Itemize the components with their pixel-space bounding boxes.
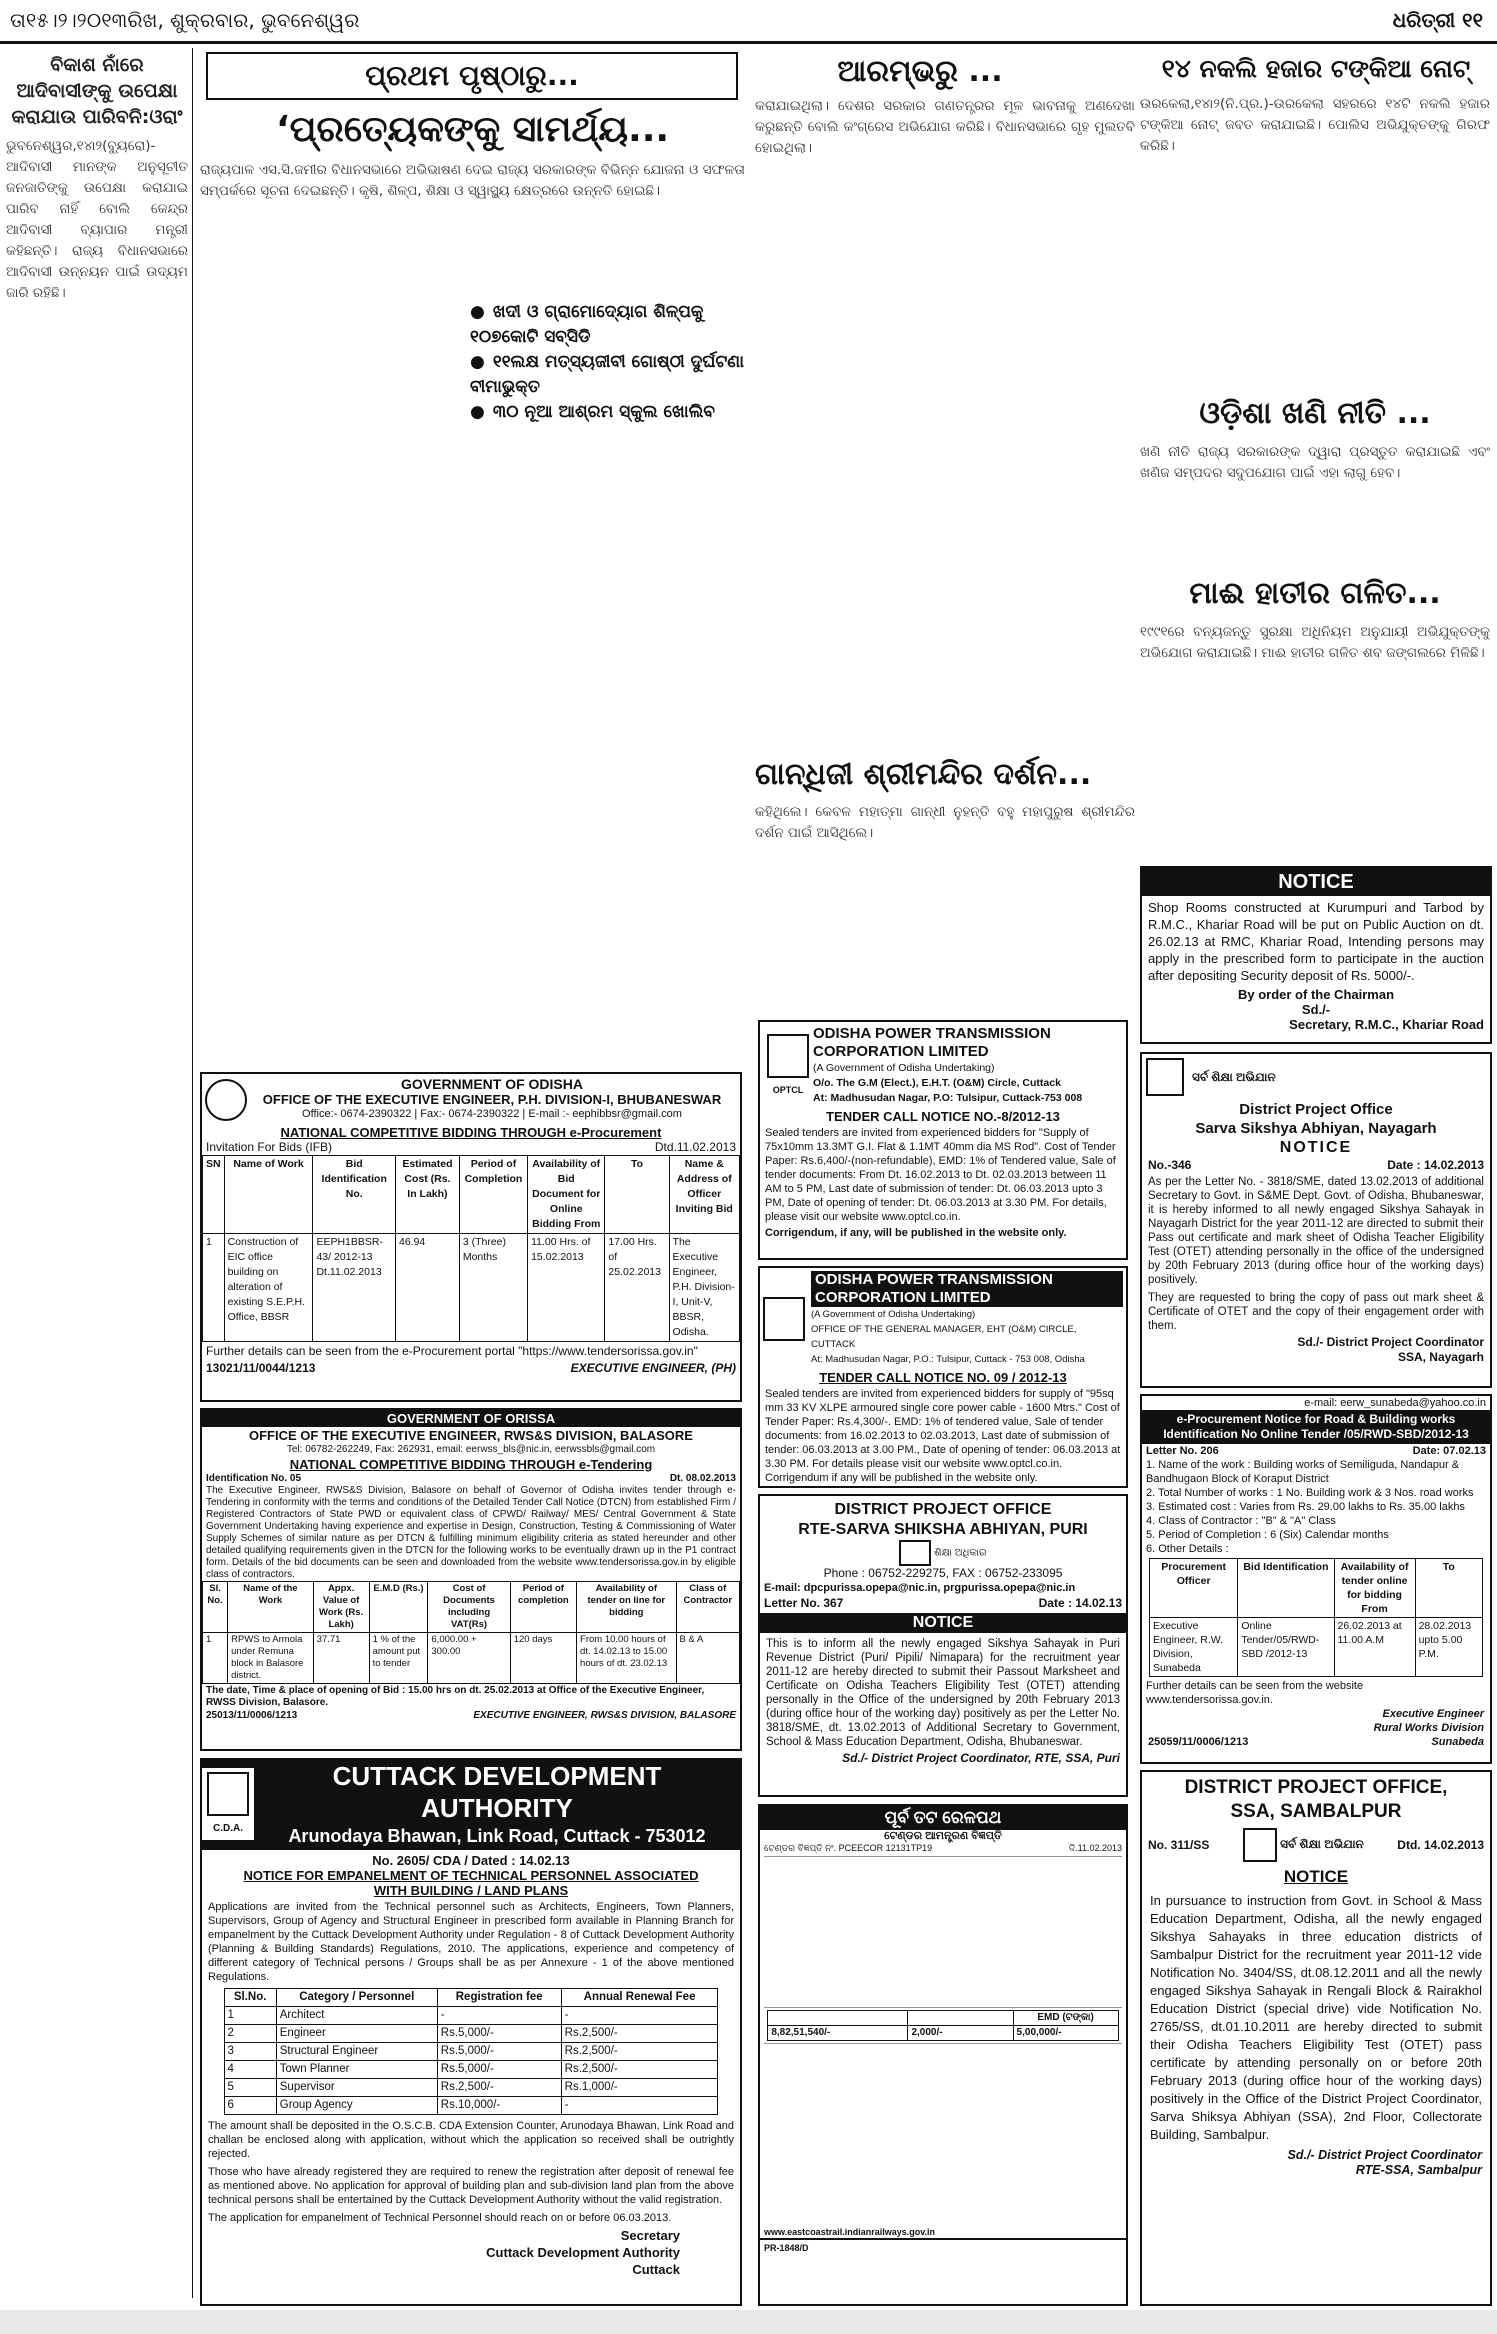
rwss-balasore-ad: [200, 1408, 742, 1751]
sunabeda-date: Date: 07.02.13: [1412, 1445, 1486, 1457]
cda-table: [224, 1988, 719, 2115]
table-row: [224, 2097, 718, 2115]
rws-h3: E.M.D (Rs.): [369, 1582, 428, 1633]
cda-r3c1: Town Planner: [276, 2061, 437, 2079]
sunabeda-title: e-Procurement Notice for Road & Building works Identification No Online Tender /05/RWD-SBD/2012-13: [1142, 1410, 1490, 1444]
left-column: [6, 52, 188, 2302]
nayagarh-sign2: SSA, Nayagarh: [1397, 1350, 1484, 1364]
rws-h0: Sl. No.: [203, 1582, 228, 1633]
cda-h2: Registration fee: [437, 1989, 561, 2007]
rws-c4: 6,000.00 + 300.00: [428, 1633, 510, 1684]
notes-title: ୧୪ ନକଲି ହଜାର ଟଙ୍କିଆ ନୋଟ୍: [1161, 54, 1471, 83]
puri-logo: [760, 1540, 1126, 1566]
ph-ref: 13021/11/0044/1213: [206, 1361, 316, 1375]
notes-body: ଉରକେଲା,୧୪ା୨(ନି.ପ୍ର.)-ଉରକେଲା ସହରରେ ୧୪ଟି ନକଲି ହଜାର ଟଙ୍କିଆ ନୋଟ୍ ଜବତ କରାଯାଇଛି। ପୋଲିସ ଅଭିଯୁକ୍ତଙ୍କୁ ଗିରଫ କରିଛି।: [1140, 96, 1490, 154]
cda-r4c0: 5: [224, 2079, 276, 2097]
table-row: [768, 2026, 1118, 2041]
page-label: ଧରିତ୍ରୀ ୧୧: [1392, 8, 1483, 32]
rws-org2: OFFICE OF THE EXECUTIVE ENGINEER, RWS&S DIVISION, BALASORE: [249, 1428, 693, 1443]
ssa-logo-icon: [1243, 1828, 1277, 1862]
sb-h2: Availability of tender online for bidding From: [1334, 1559, 1415, 1618]
puri-notice: NOTICE: [760, 1613, 1126, 1633]
nayagarh-logo-text: ସର୍ବ ଶିକ୍ଷା ଅଭିଯାନ: [1192, 1069, 1276, 1084]
left-body: ଭୁବନେଶ୍ୱର,୧୪ା୨(ବ୍ୟୁରୋ)- ଆଦିବାସୀ ମାନଙ୍କ ଅନୁସୂଚୀତ ଜନଜାତିଙ୍କୁ ଉପେକ୍ଷା କରାଯାଇ ପାରିବ ନାହିଁ ବୋଲି କେନ୍ଦ୍ର ଆଦିବାସୀ ବ୍ୟାପାର ମନ୍ତ୍ରୀ କହିଛନ୍ତି। ରାଜ୍ୟ ବିଧାନସଭାରେ ଆଦିବାସୀ ଉନ୍ନୟନ ପାଇଁ ଉଦ୍ୟମ ଜାରି ରହିଛି।: [6, 138, 188, 301]
sb-h1: Bid Identification: [1238, 1559, 1334, 1618]
ph-h7: Name & Address of Officer Inviting Bid: [669, 1156, 739, 1234]
rail-title: ପୂର୍ବ ତଟ ରେଳପଥ: [760, 1806, 1126, 1830]
ph-division-ad: [200, 1072, 742, 1402]
rws-h1: Name of the Work: [228, 1582, 314, 1633]
optcl-logo-icon: [767, 1034, 809, 1078]
nayagarh-no: No.-346: [1148, 1158, 1192, 1172]
cda-sign3: Cuttack: [632, 2262, 680, 2277]
rws-dt: Dt. 08.02.2013: [669, 1473, 736, 1484]
column-divider: [192, 48, 193, 2298]
left-headline: ବିକାଶ ନାଁରେ ଆଦିବାସୀଙ୍କୁ ଉପେକ୍ଷା କରାଯାଉ ପାରିବନି:ଓରାଂ: [11, 54, 183, 128]
rws-h7: Class of Contractor: [676, 1582, 739, 1633]
sambalpur-no: No. 311/SS: [1148, 1837, 1210, 1852]
optcl1-title1: ODISHA POWER TRANSMISSION: [813, 1025, 1051, 1042]
puri-email: E-mail: dpcpurissa.opepa@nic.in, prgpurissa.opepa@nic.in: [764, 1582, 1076, 1594]
bullet-2: ● ୧୧ଲକ୍ଷ ମତ୍ସ୍ୟଜୀବୀ ଗୋଷ୍ଠୀ ଦୁର୍ଘଟଣା ବୀମାଭୁକ୍ତ: [470, 350, 745, 400]
rail-details-block: [764, 2043, 1122, 2224]
cda-r1c0: 2: [224, 2025, 276, 2043]
ph-c1: Construction of EIC office building on alteration of existing S.E.P.H. Office, BBSR: [224, 1234, 313, 1342]
rws-h2: Appx. Value of Work (Rs. Lakh): [313, 1582, 369, 1633]
rws-c0: 1: [203, 1633, 228, 1684]
page-header: [0, 0, 1497, 44]
cda-r0c1: Architect: [276, 2007, 437, 2025]
page-footer-strip: [0, 2310, 1497, 2334]
cda-logo-icon: [207, 1772, 249, 1816]
ph-sign: EXECUTIVE ENGINEER, (PH): [570, 1361, 736, 1375]
sunabeda-item-1: 2. Total Number of works : 1 No. Building work & 3 Nos. road works: [1146, 1487, 1474, 1499]
rail-site: www.eastcoastrail.indianrailways.gov.in: [764, 2227, 936, 2237]
ph-h1: Name of Work: [224, 1156, 313, 1234]
rws-body: The Executive Engineer, RWS&S Division, Balasore on behalf of Governor of Odisha invites tender through e-Tendering in conformity with the terms and conditions of the Detailed Tender Call Notice (DTCN) from established Firm / Registered Contractors of State PWD or equivalent class of CPWD/ Railway/ MES/ Central Government & State Government Undertaking having experience and expertise in Design, Construction, Testing & Commissioning of Water Supply Schemes of similar nature as per DTCN & fulfilling minimum eligibility criteria as stated hereunder and other detailed qualifying requirements given in the DTCN for the following works to be eventually drawn up in the P1 contract form. Details of the bid documents can be seen and downloaded from the website www.tendersorissa.gov.in by eligible class of contractors.: [206, 1485, 736, 1580]
nayagarh-title1: District Project Office: [1239, 1101, 1393, 1118]
gandhiji-body: କହିଥିଲେ। କେବଳ ମହାତ୍ମା ଗାନ୍ଧୀ ନୁହନ୍ତି ବହୁ ମହାପୁରୁଷ ଶ୍ରୀମନ୍ଦିର ଦର୍ଶନ ପାଇଁ ଆସିଥିଲେ।: [755, 804, 1135, 841]
rail-body-block: [764, 1856, 1122, 2008]
rail-tender: ଟେଣ୍ଡର ବିଜ୍ଞପ୍ତି ନଂ. PCEECOR 12131TP19: [764, 1843, 933, 1853]
cda-logo-label: C.D.A.: [213, 1823, 243, 1834]
cda-r2c2: Rs.5,000/-: [437, 2043, 561, 2061]
cda-r4c2: Rs.2,500/-: [437, 2079, 561, 2097]
cda-r3c3: Rs.2,500/-: [561, 2061, 718, 2079]
cda-r5c2: Rs.10,000/-: [437, 2097, 561, 2115]
puri-date: Date : 14.02.13: [1038, 1596, 1122, 1610]
front-ref-story-title: ‘ପ୍ରତ୍ୟେକଙ୍କୁ ସାମର୍ଥ୍ୟ...: [275, 109, 670, 150]
table-row: [224, 2079, 718, 2097]
rail-cell-blank-2: [908, 2011, 1013, 2026]
table-row: [203, 1234, 740, 1342]
rmc-body: Shop Rooms constructed at Kurumpuri and Tarbod by R.M.C., Khariar Road will be put on Public Auction on dt. 26.02.13 at RMC, Khariar Road, Intending persons may apply in the prescribed form to participate in the auction after depositing Security deposit of Rs. 5000/-.: [1148, 900, 1484, 983]
optcl2-tender-no: TENDER CALL NOTICE NO. 09 / 2012-13: [819, 1370, 1067, 1385]
cda-r2c1: Structural Engineer: [276, 2043, 437, 2061]
optcl1-corr: Corrigendum, if any, will be published in the website only.: [765, 1227, 1067, 1239]
cda-r3c2: Rs.5,000/-: [437, 2061, 561, 2079]
sunabeda-ref: 25059/11/0006/1213: [1148, 1736, 1249, 1748]
sambalpur-dtd: Dtd. 14.02.2013: [1397, 1837, 1484, 1852]
front-ref-body: ରାଜ୍ୟପାଳ ଏସ.ସି.ଜମୀର ବିଧାନସଭାରେ ଅଭିଭାଷଣ ଦେଇ ରାଜ୍ୟ ସରକାରଙ୍କ ବିଭିନ୍ନ ଯୋଜନା ଓ ସଫଳତା ସମ୍ପର୍କରେ ସୂଚନା ଦେଇଛନ୍ତି। କୃଷି, ଶିଳ୍ପ, ଶିକ୍ଷା ଓ ସ୍ୱାସ୍ଥ୍ୟ କ୍ଷେତ୍ରରେ ଉନ୍ନତି ହୋଇଛି।: [200, 162, 745, 199]
nayagarh-date: Date : 14.02.2013: [1387, 1158, 1484, 1172]
cda-r1c2: Rs.5,000/-: [437, 2025, 561, 2043]
rmc-order: By order of the Chairman: [1237, 987, 1395, 1002]
nayagarh-notice: NOTICE: [1279, 1139, 1353, 1156]
cda-body: Applications are invited from the Technical personnel such as Architects, Engineers, Town Planners, Supervisors, Group of Agency and Structural Engineer in prescribed form available in Planning Branch for empanelment by the Cuttack Development Authority under Regulation - 8 of Cuttack Development Authority (Planning & Building Standards) Regulations, 2010. The applications, experience and competency of different category of Technical persons / Groups shall be as per Annexure - 1 of the above mentioned Regulations.: [208, 1901, 734, 1983]
rail-amt3: 5,00,000/-: [1013, 2026, 1118, 2041]
ph-h0: SN: [203, 1156, 225, 1234]
cda-r2c3: Rs.2,500/-: [561, 2043, 718, 2061]
sb-h0: Procurement Officer: [1149, 1559, 1237, 1618]
arambha-title: ଆରମ୍ଭରୁ ...: [837, 54, 1003, 89]
cda-r4c3: Rs.1,000/-: [561, 2079, 718, 2097]
sunabeda-sign1: Executive Engineer: [1382, 1708, 1484, 1720]
sb-h3: To: [1415, 1559, 1482, 1618]
rws-c7: B & A: [676, 1633, 739, 1684]
cda-note1: The amount shall be deposited in the O.S.C.B. CDA Extension Counter, Arunodaya Bhawan, Link Road and challan be enclosed along with application, without which the application so received shall be outrightly rejected.: [208, 2120, 734, 2160]
ph-contact: Office:- 0674-2390322 | Fax:- 0674-2390322 | E-mail :- eephibbsr@gmail.com: [302, 1108, 682, 1120]
sambalpur-notice: NOTICE: [1283, 1867, 1349, 1886]
cda-ad: [200, 1758, 742, 2306]
rws-org1: GOVERNMENT OF ORISSA: [202, 1410, 740, 1427]
rail-dt: ଦି.11.02.2013: [1068, 1843, 1122, 1853]
rail-amt1: 8,82,51,540/-: [768, 2026, 908, 2041]
table-row: [224, 2025, 718, 2043]
table-row: [224, 2007, 718, 2025]
rws-title: NATIONAL COMPETITIVE BIDDING THROUGH e-Tendering: [289, 1457, 653, 1472]
rws-sign: EXECUTIVE ENGINEER, RWS&S DIVISION, BALASORE: [473, 1710, 736, 1721]
puri-ssa-ad: [758, 1494, 1128, 1797]
cda-r5c1: Group Agency: [276, 2097, 437, 2115]
optcl2-sub: (A Government of Odisha Undertaking): [811, 1309, 976, 1320]
mines-title: ଓଡ଼ିଶା ଖଣି ନୀତି ...: [1199, 396, 1431, 431]
rws-c3: 1 % of the amount put to tender: [369, 1633, 428, 1684]
optcl2-office: OFFICE OF THE GENERAL MANAGER, EHT (O&M) CIRCLE, CUTTACK: [811, 1324, 1077, 1350]
cda-title: CUTTACK DEVELOPMENT AUTHORITY: [332, 1761, 662, 1823]
sambalpur-ad: [1140, 1770, 1492, 2306]
ph-h4: Period of Completion: [459, 1156, 527, 1234]
ph-org1: GOVERNMENT OF ODISHA: [400, 1076, 583, 1092]
optcl2-title2: CORPORATION LIMITED: [811, 1289, 1123, 1307]
rws-contact: Tel: 06782-262249, Fax: 262931, email: eerwss_bls@nic.in, eerwssbls@gmail.com: [286, 1444, 656, 1455]
cda-r0c3: -: [561, 2007, 718, 2025]
cda-note3: The application for empanelment of Technical Personnel should reach on or before 06.03.2013.: [208, 2212, 672, 2224]
sb-c3: 28.02.2013 upto 5.00 P.M.: [1415, 1618, 1482, 1677]
ph-c0: 1: [203, 1234, 225, 1342]
sunabeda-sign3: Sunabeda: [1431, 1736, 1484, 1748]
cda-r4c1: Supervisor: [276, 2079, 437, 2097]
sb-c0: Executive Engineer, R.W. Division, Sunabeda: [1149, 1618, 1237, 1677]
optcl2-sign: [760, 1487, 1126, 1488]
puri-title1: DISTRICT PROJECT OFFICE: [834, 1501, 1052, 1518]
sunabeda-item-3: 4. Class of Contractor : "B" & "A" Class: [1146, 1515, 1336, 1527]
rws-c2: 37.71: [313, 1633, 369, 1684]
cda-note2: Those who have already registered they are required to renew the registration after deposit of renewal fee as mentioned above. No application for approval of building plan and sub-division land plan from the above technical persons shall be entertained by the Cuttack Development Authority without the valid registration.: [208, 2166, 734, 2206]
table-row: [224, 2043, 718, 2061]
optcl-logo-label: OPTCL: [772, 1084, 804, 1095]
optcl2-body: Sealed tenders are invited from experienced bidders for supply of "95sq mm 33 KV XLPE armoured single core power cable - 1600 Mtrs." Cost of Tender Paper: Rs.4,300/-. EMD: 1% of tendered value, Sale of tender documents: from 16.02.2013 to 02.03.2013, Last date of submission of tender: 06.03.2013 at 3.00 PM., Date of opening of tender: 06.03.2013 at 3.30 PM. For details please visit our website www.optcl.co.in. Corrigendum if any will be published in the website only.: [765, 1388, 1121, 1484]
optcl1-title2: CORPORATION LIMITED: [813, 1043, 989, 1060]
sunabeda-ad: [1140, 1394, 1492, 1764]
notice-rmc-ad: [1140, 866, 1492, 1044]
mines-body: ଖଣି ନୀତି ରାଜ୍ୟ ସରକାରଙ୍କ ଦ୍ୱାରା ପ୍ରସ୍ତୁତ କରାଯାଇଛି ଏବଂ ଖଣିଜ ସମ୍ପଦର ସଦୁପଯୋଗ ପାଇଁ ଏହା ଲାଗୁ ହେବ।: [1140, 444, 1490, 481]
nayagarh-title2: Sarva Sikshya Abhiyan, Nayagarh: [1195, 1120, 1437, 1137]
rws-h5: Period of completion: [510, 1582, 576, 1633]
ph-further: Further details can be seen from the e-Procurement portal "https://www.tendersorissa.gov.in": [206, 1344, 698, 1358]
optcl1-tender-no: TENDER CALL NOTICE NO.-8/2012-13: [826, 1109, 1060, 1124]
optcl1-body: Sealed tenders are invited from experienced bidders for "Supply of 75x10mm 13.3MT G.I. Flat & 1.1MT 40mm dia MS Rod". Cost of Tender Paper: Rs.6,400/-(non-refundable), EMD: 1% of Tendered value, Sale of tender documents: From Dt. 16.02.2013 to Dt. 02.03.2013 between 11 AM to 5 PM, Last date of submission of tender: Dt. 06.03.2013 upto 3 PM, Date of opening of tender: Dt. 06.03.2013 at 3.30 PM. For details, please visit our website www.optcl.co.in.: [765, 1127, 1116, 1223]
rail-cell-blank: [768, 2011, 908, 2026]
cda-sign2: Cuttack Development Authority: [486, 2245, 680, 2260]
ph-title: NATIONAL COMPETITIVE BIDDING THROUGH e-Procurement: [280, 1125, 662, 1140]
cda-no: No. 2605/ CDA / Dated : 14.02.13: [372, 1853, 570, 1868]
ph-c4: 3 (Three) Months: [459, 1234, 527, 1342]
gandhiji-title: ଗାନ୍ଧିଜୀ ଶ୍ରୀମନ୍ଦିର ଦର୍ଶନ...: [755, 757, 1092, 792]
table-row: [224, 2061, 718, 2079]
front-ref-title: ପ୍ରଥମ ପୃଷ୍ଠାରୁ...: [206, 52, 738, 100]
mai-body: ୧୯୯୧ରେ ବନ୍ୟଜନ୍ତୁ ସୁରକ୍ଷା ଅଧିନିୟମ ଅନୁଯାୟୀ ଅଭିଯୁକ୍ତଙ୍କୁ ଅଭିଯୋଗ କରାଯାଇଛି। ମାଈ ହାତୀର ଗଳିତ ଶବ ଜଙ୍ଗଲରେ ମିଳିଛି।: [1140, 624, 1490, 661]
optcl1-addr: At: Madhusudan Nagar, P.O: Tulsipur, Cuttack-753 008: [813, 1092, 1083, 1104]
cda-h1: Category / Personnel: [276, 1989, 437, 2007]
ph-c6: 17.00 Hrs. of 25.02.2013: [605, 1234, 669, 1342]
sunabeda-email: e-mail: eerw_sunabeda@yahoo.co.in: [1304, 1397, 1486, 1409]
cda-r0c2: -: [437, 2007, 561, 2025]
puri-letter: Letter No. 367: [764, 1596, 844, 1610]
table-row: [1149, 1618, 1482, 1677]
cda-h3: Annual Renewal Fee: [561, 1989, 718, 2007]
ph-h6: To: [605, 1156, 669, 1234]
rws-ident: Identification No. 05: [206, 1473, 302, 1484]
rail-sub: ଟେଣ୍ଡର ଆମନ୍ତ୍ରଣ ବିଜ୍ଞପ୍ତି: [884, 1830, 1002, 1842]
ph-c7: The Executive Engineer, P.H. Division-I, Unit-V, BBSR, Odisha.: [669, 1234, 739, 1342]
nayagarh-ssa-ad: [1140, 1052, 1492, 1388]
cda-h0: Sl.No.: [224, 1989, 276, 2007]
odisha-emblem-icon: [205, 1079, 247, 1121]
nayagarh-body2: They are requested to bring the copy of pass out mark sheet & Certificate of OTET and the copy of their engagement order with them.: [1148, 1292, 1484, 1332]
ph-c2: EEPH1BBSR-43/ 2012-13 Dt.11.02.2013: [313, 1234, 396, 1342]
rws-h6: Availability of tender on line for bidding: [577, 1582, 677, 1633]
sambalpur-title1: DISTRICT PROJECT OFFICE,: [1184, 1777, 1448, 1798]
rmc-sd: Sd./-: [1301, 1002, 1331, 1017]
rmc-heading: NOTICE: [1142, 868, 1490, 896]
puri-title2: RTE-SARVA SHIKSHA ABHIYAN, PURI: [798, 1521, 1088, 1538]
cda-r0c0: 1: [224, 2007, 276, 2025]
sunabeda-item-4: 5. Period of Completion : 6 (Six) Calendar months: [1146, 1529, 1389, 1541]
nayagarh-body: As per the Letter No. - 3818/SME, dated 13.02.2013 of additional Secretary to Govt. in S&ME Dept. Govt. of Odisha, Bhubaneswar, it is hereby informed to all newly engaged Sikshya Sahayak in Nayagarh District for the year 2011-12 are directed to submit their Pass out certificate and mark sheet of Odisha Teacher Eligibility Test (OTET) attending personally in the office of the undersigned by 20th February 2013 (during office hour of the working days) positively.: [1148, 1176, 1484, 1286]
cda-r2c0: 3: [224, 2043, 276, 2061]
rail-table: [767, 2010, 1118, 2041]
ph-h5: Availability of Bid Document for Online Bidding From: [528, 1156, 605, 1234]
puri-phone: Phone : 06752-229275, FAX : 06752-233095: [823, 1566, 1063, 1580]
sunabeda-item-5: 6. Other Details :: [1146, 1543, 1229, 1555]
cda-sign1: Secretary: [620, 2228, 680, 2243]
ph-table: [202, 1155, 740, 1342]
optcl1-office: O/o. The G.M (Elect.), E.H.T. (O&M) Circle, Cuttack: [813, 1077, 1061, 1089]
sunabeda-table: [1149, 1558, 1483, 1677]
sambalpur-sign1: Sd./- District Project Coordinator: [1287, 2148, 1482, 2162]
cda-r5c0: 6: [224, 2097, 276, 2115]
bullet-3: ● ୩୦ ନୂଆ ଆଶ୍ରମ ସ୍କୁଲ ଖୋଲିବ: [470, 400, 745, 425]
rail-amt2: 2,000/-: [908, 2026, 1013, 2041]
rws-h4: Cost of Documents including VAT(Rs): [428, 1582, 510, 1633]
nayagarh-sign1: Sd./- District Project Coordinator: [1297, 1335, 1484, 1349]
sambalpur-body: In pursuance to instruction from Govt. in School & Mass Education Department, Odisha, all the newly engaged Sikshya Sahayaks in three education districts of Sambalpur District for the recruitment year 2011-12 vide Notification No. 3404/SS, dt.08.12.2011 and all the newly engaged Sikshya Sahayak in Rengali Block & Rairakhol Education District (special drive) vide Notification No. 2765/SS, dt.01.10.2011 are hereby directed to submit their Odisha Teachers Eligibility Test (OTET) pass certificate by attending personally on or before 20th February 2013 (during office hour of the working days) positively in the Office of the District Project Coordinator, Sarva Shiksya Abhiyan (SSA), 2nd Floor, Collectorate Building, Sambalpur.: [1150, 1893, 1482, 2142]
sambalpur-logo-text: ସର୍ବ ଶିକ୍ଷା ଅଭିଯାନ: [1280, 1837, 1364, 1852]
puri-sign: Sd./- District Project Coordinator, RTE, SSA, Puri: [842, 1751, 1120, 1765]
sunabeda-sign2: Rural Works Division: [1373, 1722, 1484, 1734]
optcl-ad-1: [758, 1020, 1128, 1260]
cda-addr: Arunodaya Bhawan, Link Road, Cuttack - 753012: [288, 1826, 706, 1846]
ph-h3: Estimated Cost (Rs. In Lakh): [395, 1156, 459, 1234]
optcl1-sub: (A Government of Odisha Undertaking): [813, 1062, 995, 1074]
arambha-body: କରାଯାଇଥିଲା। ଦେଶର ସରକାର ଗଣତନ୍ତ୍ରର ମୂଳ ଭାବନାକୁ ଅଣଦେଖା କରୁଛନ୍ତି ବୋଲି କଂଗ୍ରେସ ଅଭିଯୋଗ କରିଛି। ବିଧାନସଭାରେ ଗୃହ ମୁଲତବି ହୋଇଥିଲା।: [755, 98, 1135, 156]
sb-c2: 26.02.2013 at 11.00 A.M: [1334, 1618, 1415, 1677]
sambalpur-logo: [1243, 1828, 1364, 1862]
bullet-1: ● ଖଦୀ ଓ ଗ୍ରାମୋଦ୍ୟୋଗ ଶିଳ୍ପକୁ ୧୦୭କୋଟି ସବ୍‌ସିଡି: [470, 300, 745, 350]
sunabeda-further: Further details can be seen from the website www.tendersorissa.gov.in.: [1146, 1680, 1364, 1706]
table-row: [203, 1633, 740, 1684]
mai-title: ମାଈ ହାତୀର ଗଳିତ...: [1189, 576, 1441, 611]
sambalpur-title2: SSA, SAMBALPUR: [1230, 1801, 1402, 1822]
rmc-sign: Secretary, R.M.C., Khariar Road: [1289, 1017, 1484, 1032]
optcl2-addr: At: Madhusudan Nagar, P.O.: Tulsipur, Cuttack - 753 008, Odisha: [811, 1354, 1085, 1365]
ph-org2: OFFICE OF THE EXECUTIVE ENGINEER, P.H. DIVISION-I, BHUBANESWAR: [262, 1092, 722, 1107]
sb-c1: Online Tender/05/RWD-SBD /2012-13: [1238, 1618, 1334, 1677]
ph-h2: Bid Identification No.: [313, 1156, 396, 1234]
ph-ifb: Invitation For Bids (IFB): [206, 1140, 333, 1154]
cda-r1c3: Rs.2,500/-: [561, 2025, 718, 2043]
ph-c5: 11.00 Hrs. of 15.02.2013: [528, 1234, 605, 1342]
rail-emd: EMD (ଟଙ୍କା): [1013, 2011, 1118, 2026]
optcl-ad-2: [758, 1266, 1128, 1488]
ph-c3: 46.94: [395, 1234, 459, 1342]
sunabeda-item-0: 1. Name of the work : Building works of Semiliguda, Nandapur & Bandhugaon Block of Koraput District: [1146, 1459, 1460, 1485]
cda-logo: [202, 1768, 254, 1840]
rws-ref: 25013/11/0006/1213: [206, 1710, 298, 1721]
ph-dtd: Dtd.11.02.2013: [654, 1140, 736, 1154]
rws-c6: From 10.00 hours of dt. 14.02.13 to 15.00 hours of dt. 23.02.13: [577, 1633, 677, 1684]
rws-c1: RPWS to Armola under Remuna block in Balasore district.: [228, 1633, 314, 1684]
rws-c5: 120 days: [510, 1633, 576, 1684]
cda-r1c1: Engineer: [276, 2025, 437, 2043]
railway-ad: [758, 1804, 1128, 2306]
rail-footer: PR-1848/D: [760, 2238, 1126, 2256]
optcl2-logo-icon: [763, 1297, 805, 1341]
front-ref-bullets: [470, 300, 745, 450]
date-line: ତା୧୫।୨।୨୦୧୩ରିଖ, ଶୁକ୍ରବାର, ଭୁବନେଶ୍ୱର: [10, 8, 360, 32]
ssa-logo-icon: [1146, 1058, 1184, 1096]
cda-r3c0: 4: [224, 2061, 276, 2079]
school-logo-icon: [899, 1540, 931, 1566]
puri-body: This is to inform all the newly engaged Sikshya Sahayak in Puri Revenue District (Puri/ Pipili/ Nimapara) for the recruitment year 2011-12 are hereby directed to submit their Passout Marksheet and Certificate on Odisha Teachers Eligibility Test (OTET) attending personally in the Office of the undersigned by 20th February 2013 (during office hour of the working day) positively as per the Letter No. 3818/SME, dt. 13.02.2013 of Additional Secretary to Government, School & Mass Education Department, Odisha, Bhubaneswar.: [766, 1638, 1120, 1748]
sunabeda-item-2: 3. Estimated cost : Varies from Rs. 29.00 lakhs to Rs. 35.00 lakhs: [1146, 1501, 1465, 1513]
rws-table: [202, 1581, 740, 1684]
cda-notice-title: NOTICE FOR EMPANELMENT OF TECHNICAL PERSONNEL ASSOCIATED WITH BUILDING / LAND PLANS: [243, 1868, 699, 1898]
puri-logo-text: ଶିକ୍ଷା ଅଧିକାର: [934, 1547, 987, 1559]
optcl2-title1: ODISHA POWER TRANSMISSION: [811, 1271, 1123, 1289]
sambalpur-sign2: RTE-SSA, Sambalpur: [1355, 2163, 1482, 2177]
rws-opening: The date, Time & place of opening of Bid : 15.00 hrs on dt. 25.02.2013 at Office of the Executive Engineer, RWSS Division, Balasore.: [206, 1685, 705, 1708]
cda-r5c3: -: [561, 2097, 718, 2115]
sunabeda-letter: Letter No. 206: [1146, 1445, 1219, 1457]
